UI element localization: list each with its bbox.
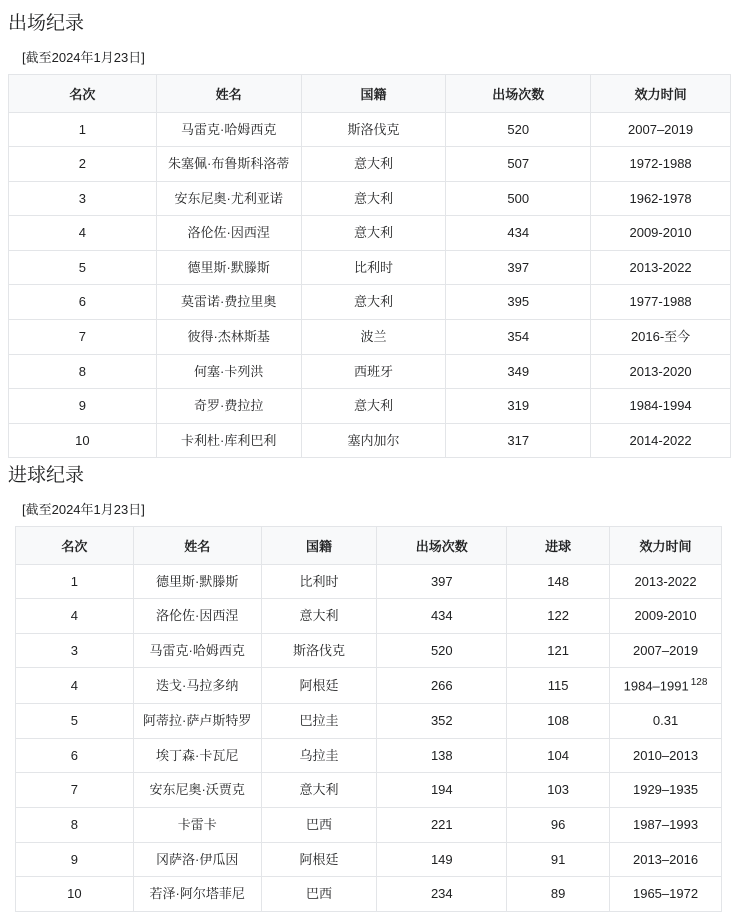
cell-nationality: 斯洛伐克 [261,633,377,668]
cell-appearances: 507 [446,147,591,182]
cell-rank: 5 [9,250,157,285]
cell-rank: 5 [16,704,134,739]
column-header-goals: 进球 [507,526,610,564]
column-header-nationality: 国籍 [261,526,377,564]
cell-period: 0.31 [610,704,722,739]
cell-rank: 4 [9,216,157,251]
cell-name: 德里斯·默滕斯 [156,250,301,285]
column-header-period: 效力时间 [591,74,731,112]
cell-name: 洛伦佐·因西涅 [133,599,261,634]
cell-nationality: 波兰 [301,319,446,354]
column-header-appearances: 出场次数 [377,526,507,564]
cell-name: 洛伦佐·因西涅 [156,216,301,251]
cell-rank: 3 [16,633,134,668]
cell-period: 1972-1988 [591,147,731,182]
cell-nationality: 比利时 [301,250,446,285]
cell-nationality: 意大利 [301,285,446,320]
cell-period: 1929–1935 [610,773,722,808]
cell-appearances: 520 [446,112,591,147]
cell-name: 朱塞佩·布鲁斯科洛蒂 [156,147,301,182]
cell-period: 2009-2010 [610,599,722,634]
cell-appearances: 149 [377,842,507,877]
cell-appearances: 221 [377,808,507,843]
goals-table [15,526,722,912]
table-row [16,633,722,668]
cell-name: 奇罗·费拉拉 [156,389,301,424]
table-row [9,285,731,320]
cell-name: 埃丁森·卡瓦尼 [133,738,261,773]
cell-goals: 89 [507,877,610,912]
cell-period: 1987–1993 [610,808,722,843]
cell-rank: 4 [16,668,134,704]
column-header-name: 姓名 [156,74,301,112]
cell-nationality: 意大利 [261,599,377,634]
cell-name: 安东尼奥·沃贾克 [133,773,261,808]
cell-period [610,668,722,704]
cell-period: 1965–1972 [610,877,722,912]
cell-nationality: 塞内加尔 [301,423,446,458]
appearances-table [8,74,731,458]
cell-rank: 2 [9,147,157,182]
cell-rank: 7 [16,773,134,808]
table-header-row [16,526,722,564]
table-row [16,564,722,599]
cell-name: 卡雷卡 [133,808,261,843]
table-row [9,112,731,147]
cell-appearances: 317 [446,423,591,458]
cell-goals: 115 [507,668,610,704]
cell-rank: 10 [16,877,134,912]
cell-goals: 121 [507,633,610,668]
cell-name: 卡利杜·库利巴利 [156,423,301,458]
table-row [9,423,731,458]
cell-appearances: 234 [377,877,507,912]
table-row [9,181,731,216]
table-row [16,877,722,912]
cell-appearances: 397 [377,564,507,599]
cell-rank: 1 [16,564,134,599]
cell-rank: 9 [9,389,157,424]
cell-appearances: 349 [446,354,591,389]
cell-goals: 148 [507,564,610,599]
cell-name: 马雷克·哈姆西克 [133,633,261,668]
page-title-appearances: 出场纪录 [8,13,85,34]
cell-nationality: 斯洛伐克 [301,112,446,147]
column-header-nationality: 国籍 [301,74,446,112]
cell-rank: 1 [9,112,157,147]
cell-name: 马雷克·哈姆西克 [156,112,301,147]
table-header-row [9,74,731,112]
cell-nationality: 比利时 [261,564,377,599]
cell-nationality: 巴西 [261,808,377,843]
cell-rank: 3 [9,181,157,216]
cell-nationality: 意大利 [301,147,446,182]
cell-appearances: 397 [446,250,591,285]
cell-rank: 6 [9,285,157,320]
goals-note: [截至2024年1月23日] [22,501,145,517]
cell-rank: 6 [16,738,134,773]
table-row [9,319,731,354]
cell-rank: 8 [16,808,134,843]
cell-nationality: 意大利 [301,389,446,424]
cell-appearances: 138 [377,738,507,773]
cell-nationality: 意大利 [261,773,377,808]
cell-nationality: 意大利 [301,181,446,216]
table-row [9,250,731,285]
cell-nationality: 阿根廷 [261,842,377,877]
cell-period: 1977-1988 [591,285,731,320]
cell-name: 何塞·卡列洪 [156,354,301,389]
column-header-period: 效力时间 [610,526,722,564]
cell-rank: 9 [16,842,134,877]
cell-name: 德里斯·默滕斯 [133,564,261,599]
cell-appearances: 354 [446,319,591,354]
cell-period: 2007–2019 [591,112,731,147]
cell-nationality: 阿根廷 [261,668,377,704]
table-row [9,147,731,182]
table-row [16,842,722,877]
cell-period: 2016-至今 [591,319,731,354]
column-header-appearances: 出场次数 [446,74,591,112]
cell-appearances: 520 [377,633,507,668]
footnote-ref: 128 [690,677,708,689]
cell-nationality: 乌拉圭 [261,738,377,773]
cell-period: 2007–2019 [610,633,722,668]
table-row [16,773,722,808]
cell-name: 彼得·杰林斯基 [156,319,301,354]
cell-period: 2009-2010 [591,216,731,251]
cell-nationality: 意大利 [301,216,446,251]
cell-period: 2013-2020 [591,354,731,389]
cell-goals: 103 [507,773,610,808]
cell-appearances: 500 [446,181,591,216]
cell-goals: 91 [507,842,610,877]
cell-nationality: 西班牙 [301,354,446,389]
cell-rank: 8 [9,354,157,389]
cell-goals: 104 [507,738,610,773]
column-header-rank: 名次 [16,526,134,564]
cell-goals: 122 [507,599,610,634]
column-header-rank: 名次 [9,74,157,112]
cell-name: 迭戈·马拉多纳 [133,668,261,704]
cell-period-text: 1984–1991 [623,678,689,694]
cell-period: 2013-2022 [610,564,722,599]
cell-rank: 7 [9,319,157,354]
cell-period: 2010–2013 [610,738,722,773]
cell-appearances: 319 [446,389,591,424]
cell-period: 2013–2016 [610,842,722,877]
cell-period: 2013-2022 [591,250,731,285]
table-row [9,389,731,424]
cell-name: 若泽·阿尔塔菲尼 [133,877,261,912]
column-header-name: 姓名 [133,526,261,564]
cell-appearances: 194 [377,773,507,808]
table-row [9,216,731,251]
cell-nationality: 巴西 [261,877,377,912]
cell-period: 1984-1994 [591,389,731,424]
table-row [16,738,722,773]
cell-goals: 96 [507,808,610,843]
cell-nationality: 巴拉圭 [261,704,377,739]
cell-period: 1962-1978 [591,181,731,216]
cell-name: 阿蒂拉·萨卢斯特罗 [133,704,261,739]
cell-appearances: 352 [377,704,507,739]
cell-name: 冈萨洛·伊瓜因 [133,842,261,877]
cell-rank: 10 [9,423,157,458]
cell-appearances: 266 [377,668,507,704]
cell-period: 2014-2022 [591,423,731,458]
table-row [16,808,722,843]
table-row [16,599,722,634]
cell-rank: 4 [16,599,134,634]
cell-appearances: 434 [446,216,591,251]
cell-appearances: 434 [377,599,507,634]
table-row [16,668,722,704]
cell-name: 莫雷诺·费拉里奥 [156,285,301,320]
appearances-note: [截至2024年1月23日] [22,49,145,65]
table-row [9,354,731,389]
cell-appearances: 395 [446,285,591,320]
table-row [16,704,722,739]
page-title-goals: 进球纪录 [8,465,85,487]
cell-goals: 108 [507,704,610,739]
cell-name: 安东尼奥·尤利亚诺 [156,181,301,216]
